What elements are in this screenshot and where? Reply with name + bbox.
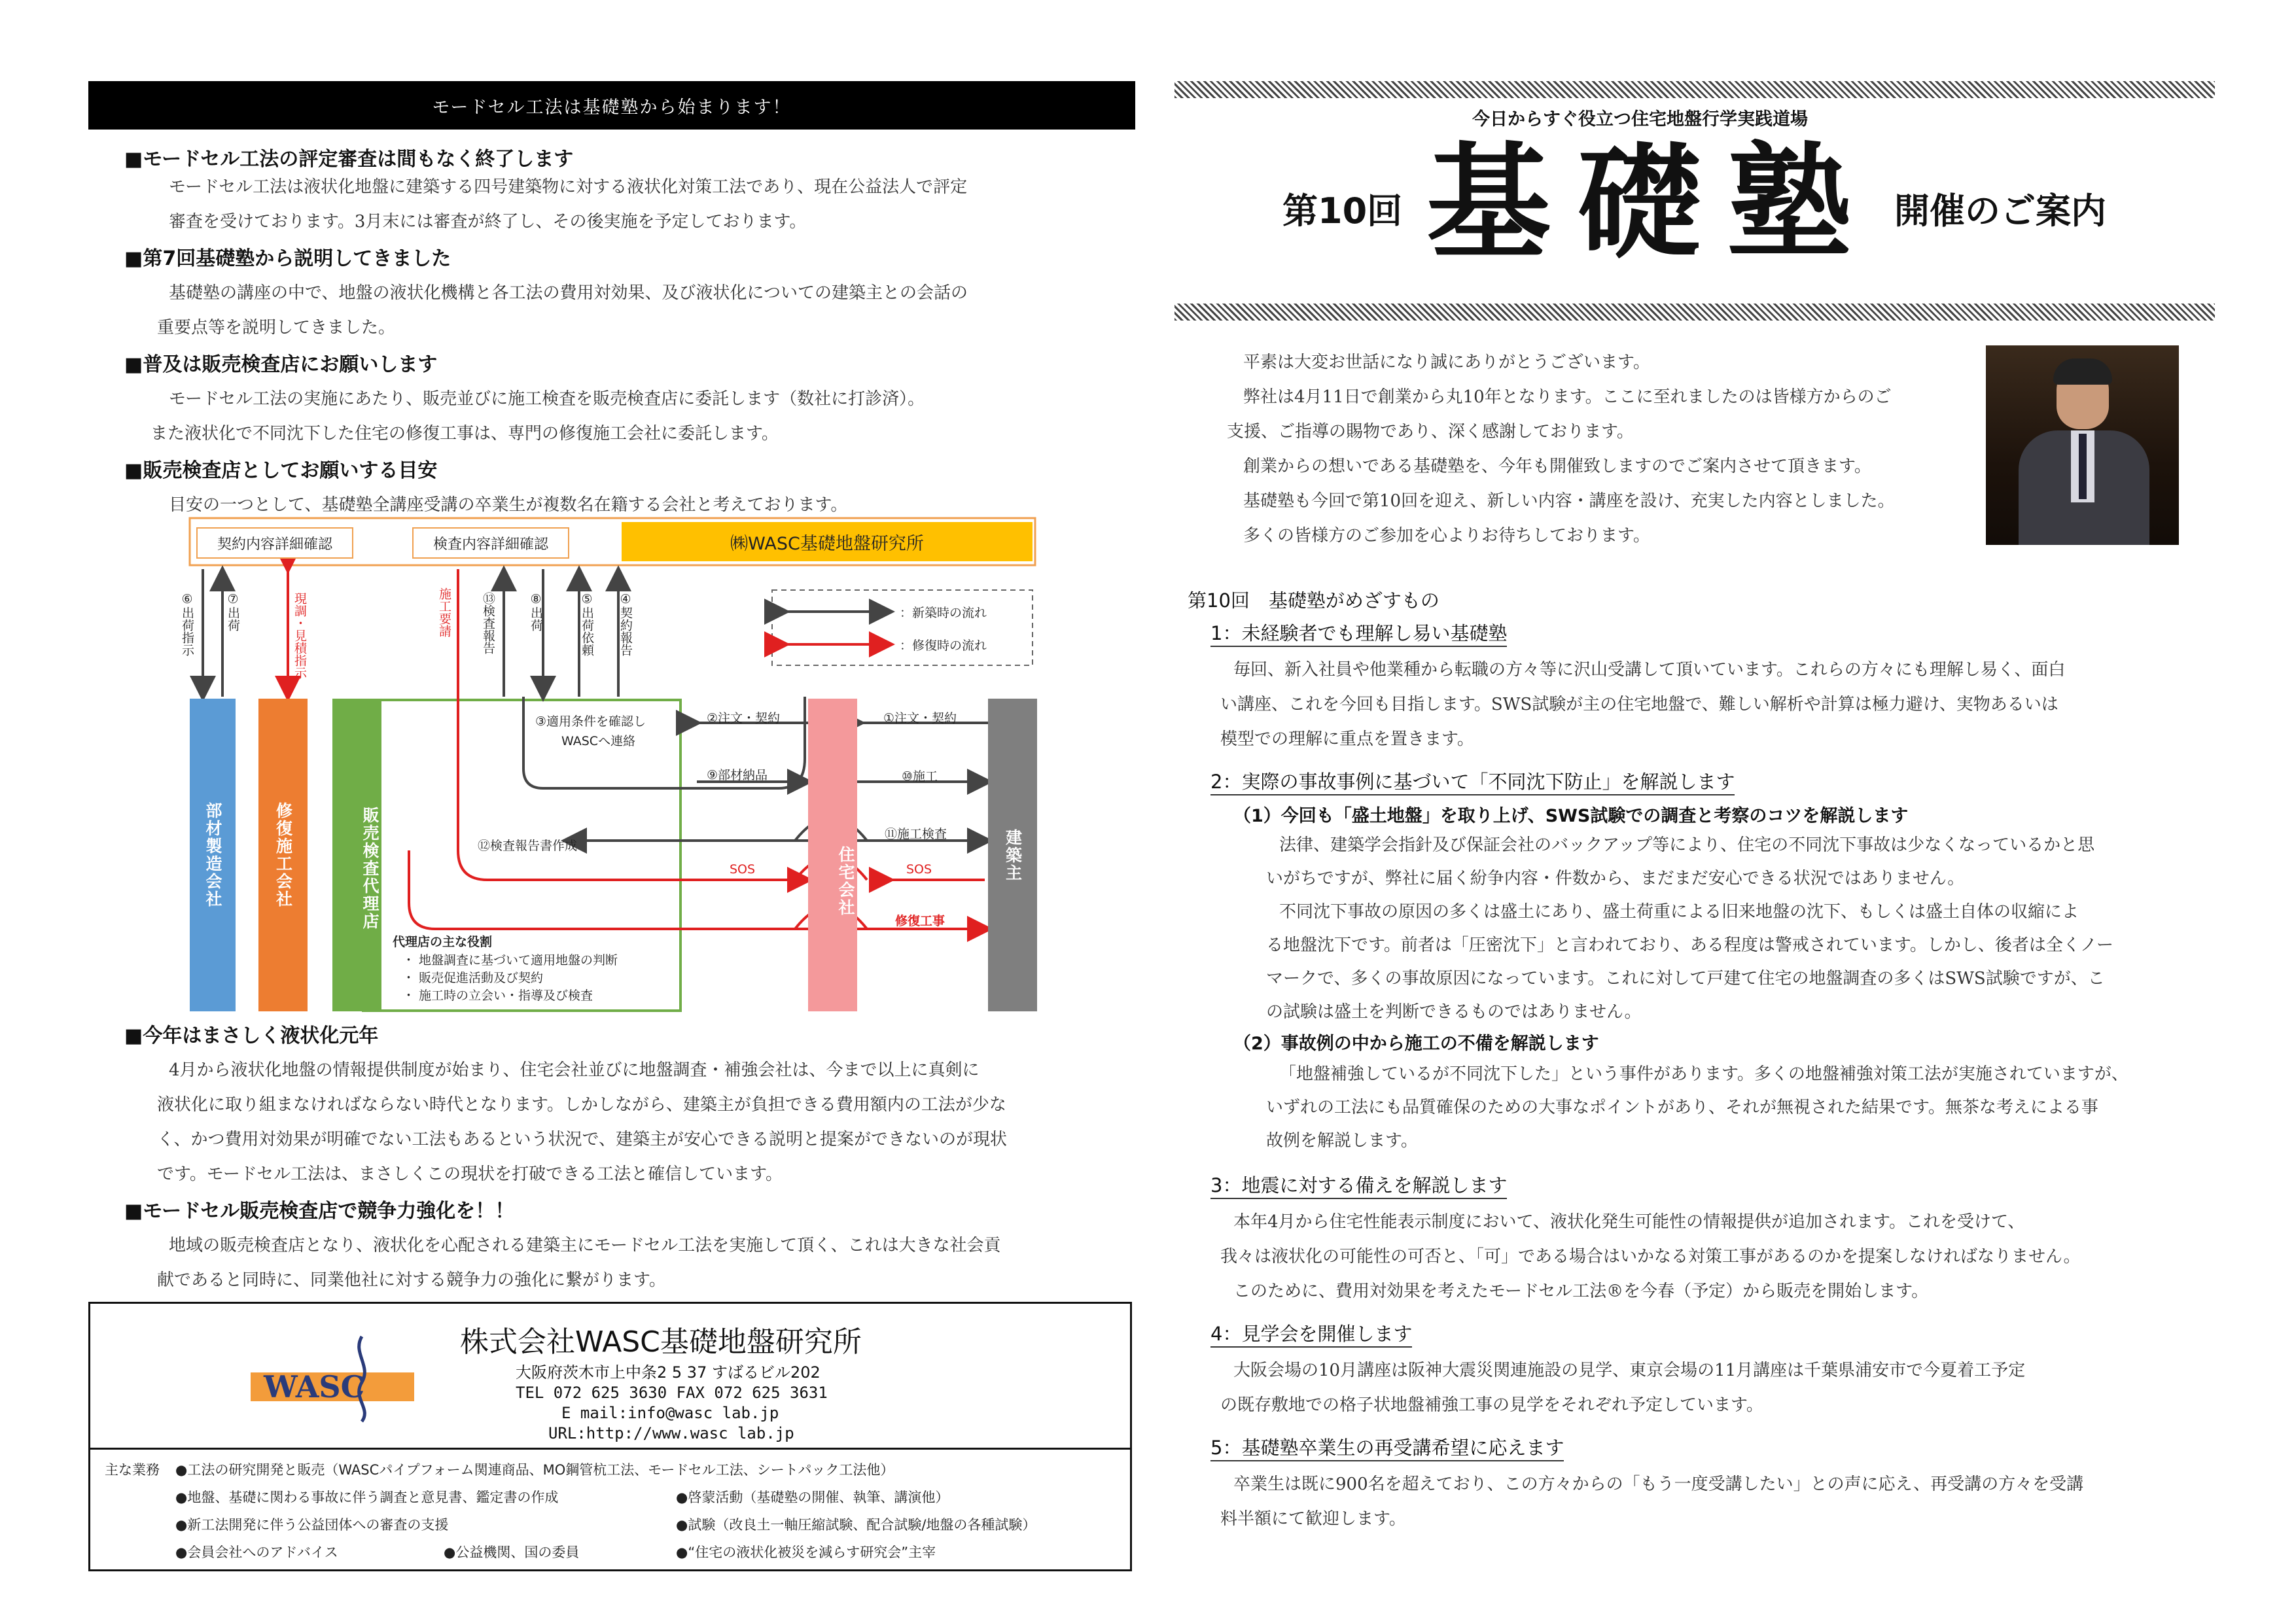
paragraph-line: 重要点等を説明してきました。 bbox=[157, 318, 396, 338]
speaker-photo bbox=[1986, 345, 2179, 545]
aim-line: いがちですが、弊社に届く紛争内容・件数から、まだまだ安心できる状況ではありません。 bbox=[1266, 869, 1965, 888]
speaker-hair bbox=[2053, 358, 2112, 385]
company-tel: TEL 072 625 3630 FAX 072 625 3631 bbox=[516, 1384, 828, 1402]
legend-repair: ：修復時の流れ bbox=[900, 638, 987, 653]
aim-line: の既存敷地での格子状地盤補強工事の見学をそれぞれ予定しています。 bbox=[1220, 1395, 1763, 1415]
logo-text: WASC bbox=[264, 1369, 365, 1405]
company-email: E mail:info@wasc lab.jp bbox=[561, 1404, 779, 1422]
paragraph-line: 基礎塾の講座の中で、地盤の液状化機構と各工法の費用対効果、及び液状化についての建築主との会話の bbox=[169, 283, 968, 303]
inspection-check-label: 検査内容詳細確認 bbox=[433, 536, 548, 553]
aim-2a-title: （1）今回も「盛土地盤」を取り上げ、SWS試験での調査と考察のコツを解説します bbox=[1233, 806, 1909, 826]
paragraph-line: モードセル工法は液状化地盤に建築する四号建築物に対する液状化対策工法であり、現在公益法人で評定 bbox=[169, 177, 968, 197]
label-construction-inspection: ⑪施工検査 bbox=[885, 827, 947, 841]
biz-item: ●工法の研究開発と販売（WASCパイプフォーム関連商品、MO鋼管杭工法、モードセル工法、シートパック工法他） bbox=[175, 1462, 894, 1478]
paragraph-line: 献であると同時に、同業他社に対する競争力の強化に繋がります。 bbox=[157, 1270, 666, 1290]
label-order-1: ①注文・契約 bbox=[883, 711, 957, 725]
contract-check-label: 契約内容詳細確認 bbox=[217, 536, 332, 553]
title-rule-top bbox=[1174, 81, 2215, 98]
aim-line: 我々は液状化の可能性の可否と、「可」である場合はいかなる対策工事があるのかを提案しなければなりません。 bbox=[1220, 1247, 2081, 1266]
aim-line: 法律、建築学会指針及び保証会社のバックアップ等により、住宅の不同沈下事故は少なくなっているかと思 bbox=[1279, 835, 2095, 855]
label-repair-work: 修復工事 bbox=[895, 914, 945, 928]
aim-5-title: 5：基礎塾卒業生の再受講希望に応えます bbox=[1210, 1437, 1564, 1461]
column-repair-company: 修復施工会社 bbox=[258, 699, 308, 1011]
label-inspection-report: ⑬検査報告 bbox=[481, 592, 495, 654]
intro-line: 基礎塾も今回で第10回を迎え、新しい内容・講座を設け、充実した内容としました。 bbox=[1243, 491, 1895, 511]
left-banner: モードセル工法は基礎塾から始まります！ bbox=[88, 81, 1135, 130]
biz-item: ●公益機関、国の委員 bbox=[444, 1544, 580, 1560]
column-parts-maker: 部材製造会社 bbox=[190, 699, 236, 1011]
aim-line: 「地盤補強しているが不同沈下した」という事件があります。多くの地盤補強対策工法が実施されていますが、 bbox=[1279, 1064, 2128, 1084]
label-contract-report: ④契約報告 bbox=[618, 592, 633, 656]
aims-title: 第10回 基礎塾がめざすもの bbox=[1188, 589, 1439, 612]
aim-line: る地盤沈下です。前者は「圧密沈下」と言われており、ある程度は警戒されています。しかし、後者は全くノー bbox=[1266, 935, 2114, 955]
biz-item: ●啓蒙活動（基礎塾の開催、執筆、講演他） bbox=[676, 1490, 949, 1505]
biz-label: 主な業務 bbox=[105, 1462, 160, 1478]
aim-line: 不同沈下事故の原因の多くは盛土にあり、盛土荷重による旧来地盤の沈下、もしくは盛土自体の収縮によ bbox=[1279, 902, 2079, 922]
intro-line: 多くの皆様方のご参加を心よりお待ちしております。 bbox=[1243, 526, 1650, 546]
left-sections-bottom bbox=[124, 1019, 1145, 1298]
aim-line: 卒業生は既に900名を超えており、この方々からの「もう一度受講したい」との声に応え、再受講の方々を受講 bbox=[1233, 1475, 2084, 1494]
aim-line: このために、費用対効果を考えたモードセル工法®を今春（予定）から販売を開始します。 bbox=[1233, 1282, 1929, 1301]
paragraph-line: 地域の販売検査店となり、液状化を心配される建築主にモードセル工法を実施して頂く、これは大きな社会貢 bbox=[169, 1236, 1001, 1255]
wasc-box bbox=[622, 522, 1033, 561]
intro-line: 平素は大変お世話になり誠にありがとうございます。 bbox=[1243, 353, 1650, 372]
paragraph-line: 液状化に取り組まなければならない時代となります。しかしながら、建築主が負担できる費用額内の工法が少な bbox=[157, 1095, 1006, 1115]
agency-roles-title: 代理店の主な役割 bbox=[393, 935, 493, 949]
logo-swirl bbox=[349, 1333, 375, 1425]
section-heading: ■今年はまさしく液状化元年 bbox=[124, 1024, 379, 1047]
intro bbox=[1227, 345, 1979, 553]
aim-line: 模型での理解に重点を置きます。 bbox=[1220, 729, 1474, 749]
section-heading: ■モードセル工法の評定審査は間もなく終了します bbox=[124, 148, 574, 171]
aims bbox=[1188, 586, 2208, 1537]
aim-1-title: 1：未経験者でも理解し易い基礎塾 bbox=[1210, 622, 1507, 647]
label-parts-delivery: ⑨部材納品 bbox=[707, 768, 768, 782]
paragraph-line: く、かつ費用対効果が明確でない工法もあるという状況で、建築主が安心できる説明と提案ができないのが現状 bbox=[157, 1130, 1007, 1149]
aim-4-title: 4：見学会を開催します bbox=[1210, 1323, 1412, 1348]
title-main: 基礎塾 bbox=[1426, 130, 1879, 275]
section-heading: ■販売検査店としてお願いする目安 bbox=[124, 459, 438, 482]
aim-line: い講座、これを今回も目指します。SWS試験が主の住宅地盤で、難しい解析や計算は極力避け、実物あるいは bbox=[1220, 695, 2058, 714]
legend-new: ：新築時の流れ bbox=[900, 606, 987, 620]
contract-check-box bbox=[196, 527, 353, 559]
aim-3-title: 3：地震に対する備えを解説します bbox=[1210, 1174, 1507, 1199]
aim-line: いずれの工法にも品質確保のための大事なポイントがあり、それが無視された結果です。無茶な考えによる事 bbox=[1266, 1098, 2098, 1117]
title-pre: 第10回 bbox=[1282, 190, 1403, 232]
company-box bbox=[88, 1302, 1132, 1571]
section-heading: ■モードセル販売検査店で競争力強化を！！ bbox=[124, 1200, 515, 1223]
biz-item: ●新工法開発に伴う公益団体への審査の支援 bbox=[175, 1517, 449, 1533]
intro-line: 創業からの想いである基礎塾を、今年も開催致しますのでご案内させて頂きます。 bbox=[1243, 457, 1871, 476]
left-sections-top bbox=[124, 143, 1132, 523]
agency-role-item: ・ 施工時の立会い・指導及び検査 bbox=[402, 988, 593, 1003]
section-heading: ■第7回基礎塾から説明してきました bbox=[124, 247, 451, 270]
column-owner: 建築主 bbox=[988, 699, 1037, 1011]
company-url: URL:http://www.wasc lab.jp bbox=[548, 1424, 794, 1442]
paragraph-line: です。モードセル工法は、まさしくこの現状を打破できる工法と確信しています。 bbox=[157, 1164, 783, 1184]
title-rule-bottom bbox=[1174, 304, 2215, 321]
label-construction-request: 施工要請 bbox=[437, 587, 451, 637]
aim-line: 大阪会場の10月講座は阪神大震災関連施設の見学、東京会場の11月講座は千葉県浦安市で今夏着工予定 bbox=[1233, 1361, 2026, 1380]
intro-line: 支援、ご指導の賜物であり、深く感謝しております。 bbox=[1227, 422, 1634, 442]
label-survey-estimate: 現調・見積指示 bbox=[292, 592, 307, 679]
label-ship: ⑦出荷 bbox=[226, 592, 240, 631]
aim-line: 本年4月から住宅性能表示制度において、液状化発生可能性の情報提供が追加されます。これを受けて、 bbox=[1233, 1212, 2025, 1232]
company-name: 株式会社WASC基礎地盤研究所 bbox=[460, 1325, 862, 1359]
paragraph-line: また液状化で不同沈下した住宅の修復工事は、専門の修復施工会社に委託します。 bbox=[150, 424, 779, 444]
company-contact bbox=[516, 1363, 828, 1444]
label-shipment: ⑧出荷 bbox=[529, 592, 543, 631]
label-construction: ⑩施工 bbox=[902, 769, 938, 784]
company-divider bbox=[90, 1448, 1130, 1450]
aim-line: 料半額にて歓迎します。 bbox=[1220, 1509, 1406, 1529]
biz-item: ●試験（改良土一軸圧縮試験、配合試験/地盤の各種試験） bbox=[676, 1517, 1036, 1533]
aim-line: 故例を解説します。 bbox=[1266, 1131, 1418, 1151]
biz-item: ●地盤、基礎に関わる事故に伴う調査と意見書、鑑定書の作成 bbox=[175, 1490, 559, 1505]
agency-role-item: ・ 販売促進活動及び契約 bbox=[402, 971, 544, 985]
tagline: 今日からすぐ役立つ住宅地盤行学実践道場 bbox=[1472, 109, 1808, 130]
biz-item: ●“住宅の液状化被災を減らす研究会”主宰 bbox=[676, 1544, 936, 1560]
label-report-creation: ⑫検査報告書作成 bbox=[478, 839, 578, 853]
company-address: 大阪府茨木市上中条2 5 37 すばるビル202 bbox=[516, 1363, 821, 1382]
aim-line: の試験は盛土を判断できるものではありません。 bbox=[1266, 1002, 1642, 1022]
speaker-tie bbox=[2079, 434, 2087, 499]
section-heading: ■普及は販売検査店にお願いします bbox=[124, 353, 438, 376]
agency-role-item: ・ 地盤調査に基づいて適用地盤の判断 bbox=[402, 953, 618, 968]
column-housing-company: 住宅会社 bbox=[808, 699, 857, 1011]
label-ship-request: ⑤出荷依頼 bbox=[580, 592, 594, 656]
wasc-box-label: ㈱WASC基礎地盤研究所 bbox=[730, 533, 924, 554]
aim-2-title: 2：実際の事故事例に基づいて「不同沈下防止」を解説します bbox=[1210, 771, 1735, 795]
intro-line: 弊社は4月11日で創業から丸10年となります。ここに至れましたのは皆様方からのご bbox=[1243, 387, 1892, 407]
agency-roles bbox=[393, 932, 618, 1005]
biz-item: ●会員会社へのアドバイス bbox=[175, 1544, 338, 1560]
label-contact-wasc: WASCへ連絡 bbox=[561, 734, 636, 748]
aim-line: マークで、多くの事故原因になっています。これに対して戸建て住宅の地盤調査の多くはSWS試験ですが、こ bbox=[1266, 969, 2105, 988]
paragraph-line: 目安の一つとして、基礎塾全講座受講の卒業生が複数名在籍する会社と考えております。 bbox=[169, 495, 848, 515]
label-ship-instruct: ⑥出荷指示 bbox=[180, 592, 194, 656]
column-sales-agency: 販売検査代理店 bbox=[332, 699, 381, 1011]
label-confirm-conditions: ③適用条件を確認し bbox=[535, 714, 646, 729]
title-post: 開催のご案内 bbox=[1894, 190, 2106, 232]
label-sos-1: SOS bbox=[730, 862, 756, 877]
paragraph-line: モードセル工法の実施にあたり、販売並びに施工検査を販売検査店に委託します（数社に打診済）。 bbox=[169, 389, 925, 409]
aim-2b-title: （2）事故例の中から施工の不備を解説します bbox=[1233, 1034, 1599, 1054]
paragraph-line: 審査を受けております。3月末には審査が終了し、その後実施を予定しております。 bbox=[169, 212, 807, 232]
paragraph-line: 4月から液状化地盤の情報提供制度が始まり、住宅会社並びに地盤調査・補強会社は、今まで以上に真剣に bbox=[169, 1060, 980, 1080]
wasc-logo bbox=[251, 1333, 414, 1425]
inspection-check-box bbox=[412, 527, 569, 559]
label-order-2: ②注文・契約 bbox=[707, 711, 781, 725]
label-sos-2: SOS bbox=[906, 862, 932, 877]
aim-line: 毎回、新入社員や他業種から転職の方々等に沢山受講して頂いています。これらの方々にも理解し易く、面白 bbox=[1233, 660, 2066, 680]
